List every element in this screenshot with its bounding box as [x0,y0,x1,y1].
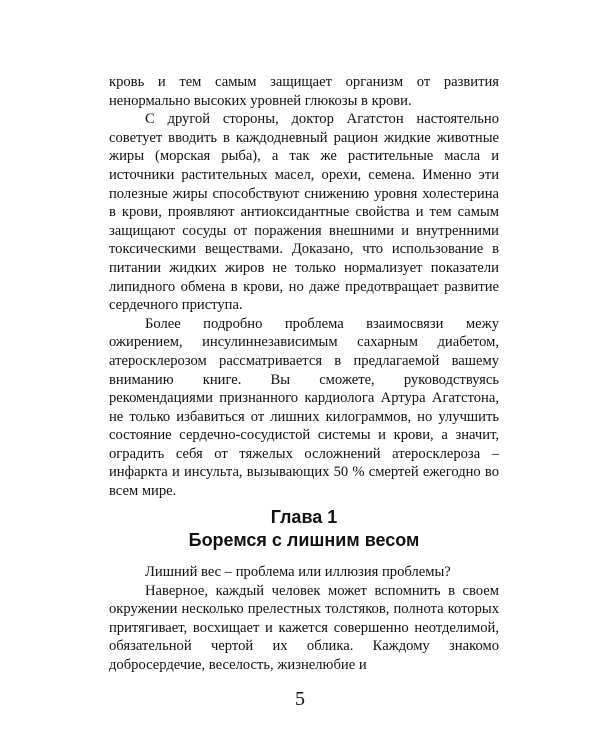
paragraph: Лишний вес – проблема или иллюзия проблемы? [145,564,451,580]
paragraph: Более подробно проблема взаимосвязи межу ожирением, инсулиннезависимым сахарным диабетом, атеросклерозом рассматривается в предлагаемой вашему вниманию книге. Вы сможете, руководствуясь рекомендациями признанного кардиолога Артура Агатстона, не только избавиться от лишних килограммов, но улучшить состояние сердечно-сосудистой системы и крови, а значит, оградить себя от тяжелых осложнений атеросклероза – инфаркта и инсульта, вызывающих 50 % смертей ежегодно во всем мире. [109,315,499,500]
body-text-lower [109,563,499,675]
chapter-title: Боремся с лишним весом [188,530,420,550]
page-number: 5 [295,688,305,710]
body-text-upper [109,73,499,501]
paragraph: Наверное, каждый человек может вспомнить в своем окружении несколько прелестных толстяков, полнота которых притягивает, восхищает и кажется совершенно неотделимой, обязательной чертой их облика. Каждому знакомо добросердечие, веселость, жизнелюбие и [109,582,499,673]
chapter-number: Глава 1 [270,507,338,527]
paragraph-continuation: кровь и тем самым защищает организм от развития ненормально высоких уровней глюкозы в крови. [109,74,499,109]
paragraph: С другой стороны, доктор Агатстон настоятельно советует вводить в каждодневный рацион жидкие животные жиры (морская рыба), а так же растительные масла и источники растительных масел, орехи, семена. Именно эти полезные жиры способствуют снижению уровня холестерина в крови, проявляют антиоксидантные свойства и тем самым защищают сосуды от поражения внешними и внутренними токсическими веществами. Доказано, что использование в питании жидких жиров не только нормализует показатели липидного обмена в крови, но даже предотвращает развитие сердечного приступа. [109,111,499,314]
